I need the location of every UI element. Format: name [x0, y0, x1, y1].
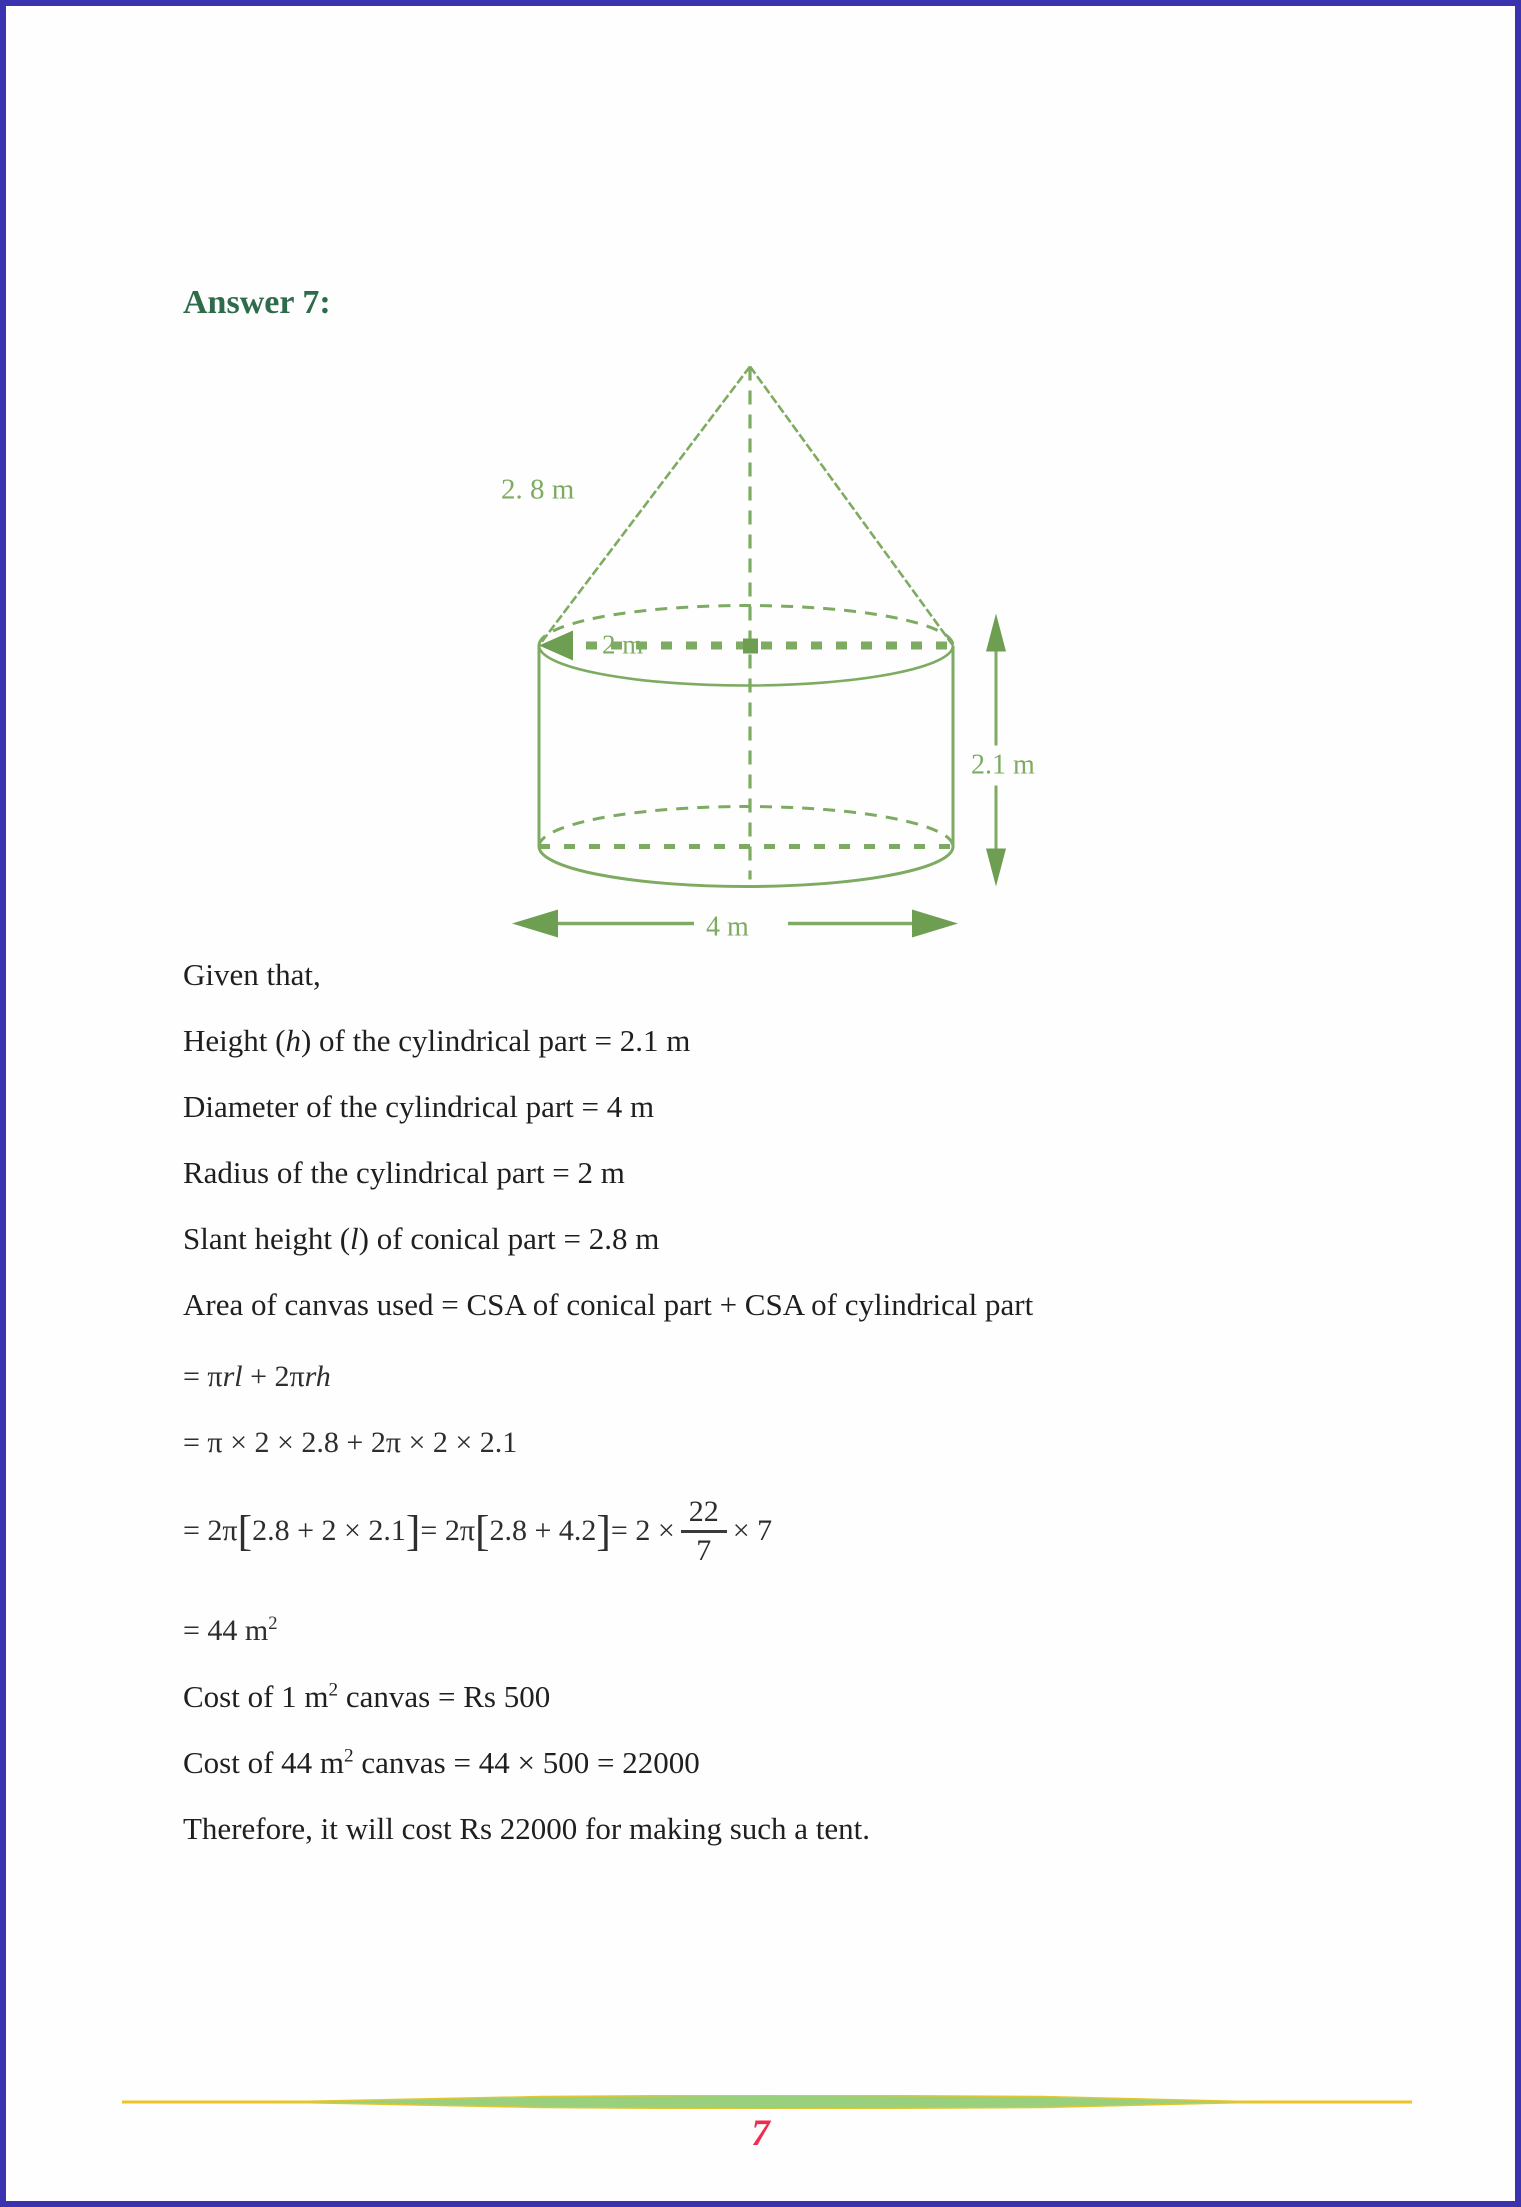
solution-line [183, 1074, 1413, 1140]
solution-line [183, 1272, 1413, 1338]
text-segment: ) of the cylindrical part = 2.1 m [300, 1023, 691, 1058]
text-segment: × 7 [732, 1514, 773, 1547]
solution-line [183, 1206, 1413, 1272]
text-segment: rh [304, 1360, 331, 1393]
text-segment: Cost of 1 m [183, 1679, 329, 1714]
height-arrowhead-down [986, 849, 1006, 887]
text-segment: h [285, 1023, 301, 1058]
diameter-label: 4 m [706, 911, 749, 943]
text-segment: Height ( [183, 1023, 286, 1058]
text-segment: Radius of the cylindrical part = 2 m [183, 1155, 625, 1190]
center-square-marker [743, 639, 758, 654]
solution-line: = 2π [ 2.8 + 2 × 2.1 ] = 2π [ 2.8 + 4.2 ] = 2 × $\frac{22}{7}$ × 7 [183, 1495, 773, 1567]
text-segment: = 44 m [183, 1614, 269, 1647]
cone-left-slant [539, 367, 750, 646]
diameter-arrowhead-right [912, 910, 958, 938]
cone-right-slant [750, 367, 953, 646]
solution-line [183, 1410, 1413, 1476]
text-segment: = π [183, 1360, 223, 1393]
radius-label: 2 m [602, 629, 644, 660]
tent-diagram [466, 331, 1106, 966]
footer-rule [122, 2095, 1412, 2109]
page-number: 7 [751, 2113, 770, 2154]
solution-line [183, 1730, 1413, 1796]
text-segment: l [350, 1221, 359, 1256]
text-segment: 2 [344, 1745, 354, 1767]
text-segment: ) of conical part = 2.8 m [358, 1221, 660, 1256]
text-segment: canvas = 44 × 500 = 22000 [353, 1745, 700, 1780]
solution-line [183, 1344, 1413, 1410]
text-segment: 2 [328, 1679, 339, 1701]
text-segment: Diameter of the cylindrical part = 4 m [183, 1089, 655, 1124]
text-segment: Cost of 44 m [183, 1745, 345, 1780]
text-segment: = π × 2 × 2.8 + 2π × 2 × 2.1 [183, 1426, 518, 1459]
text-segment: = 2π [183, 1514, 238, 1547]
text-segment: Therefore, it will cost Rs 22000 for making such a tent. [183, 1811, 871, 1846]
text-segment: = 2 × [610, 1514, 675, 1547]
solution-line [183, 1796, 1413, 1862]
height-arrowhead-up [986, 614, 1006, 652]
footer-rule-green-band [272, 2095, 1267, 2109]
solution-line [183, 1598, 1413, 1664]
text-segment: = 2π [420, 1514, 475, 1547]
diameter-arrowhead-left [512, 910, 558, 938]
text-segment: Slant height ( [183, 1221, 351, 1256]
text-segment: + 2π [242, 1360, 305, 1393]
bottom-ellipse-front [539, 847, 953, 887]
answer-heading: Answer 7: [183, 284, 331, 321]
text-segment: canvas = Rs 500 [338, 1679, 551, 1714]
text-segment: 2 [268, 1613, 278, 1634]
text-segment: Area of canvas used = CSA of conical part + CSA of cylindrical part [183, 1287, 1034, 1322]
text-segment: Given that, [183, 957, 321, 992]
solution-line [183, 1008, 1413, 1074]
slant-height-label: 2. 8 m [501, 473, 575, 506]
solution-text [183, 942, 1413, 1862]
cylinder-height-label: 2.1 m [971, 749, 1035, 781]
text-segment: rl [222, 1360, 243, 1393]
solution-line [183, 942, 1413, 1008]
text-segment: 2.8 + 2 × 2.1 [252, 1514, 406, 1547]
text-segment: 2.8 + 4.2 [489, 1514, 597, 1547]
solution-line [183, 1664, 1413, 1730]
solution-line [183, 1140, 1413, 1206]
fraction: $\frac{22}{7}$ [681, 1496, 727, 1566]
bottom-ellipse-back [539, 807, 953, 847]
